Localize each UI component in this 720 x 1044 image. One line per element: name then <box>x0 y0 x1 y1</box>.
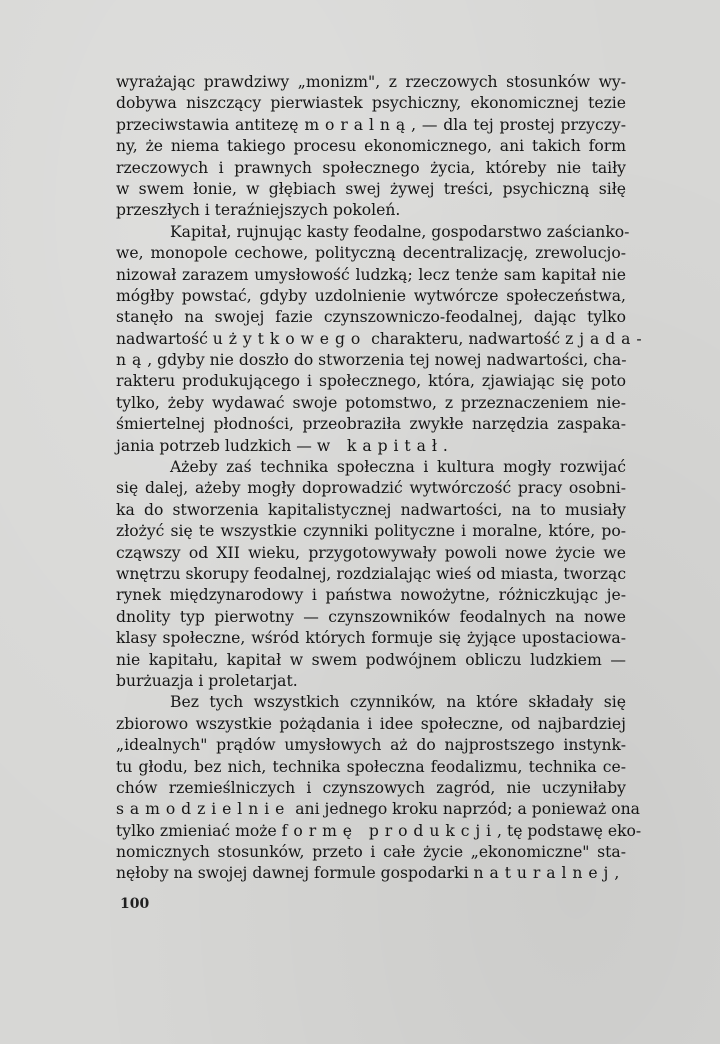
spaced-emphasis: moralną <box>304 115 412 134</box>
text-line <box>116 735 626 756</box>
text-line <box>116 265 626 286</box>
page-number: 100 <box>120 896 150 912</box>
text-run: Ażeby zaś technika społeczna i kultura mogły rozwijać <box>170 458 626 477</box>
text-line <box>116 414 626 435</box>
text-run: przeszłych i teraźniejszych pokoleń. <box>116 201 401 220</box>
text-line <box>116 286 626 307</box>
text-line <box>116 307 626 328</box>
text-line <box>116 714 626 735</box>
text-run: wnętrzu skorupy feodalnej, rozdzialając wieś od miasta, tworząc <box>116 564 627 583</box>
text-line <box>116 457 626 478</box>
text-run: cząwszy od XII wieku, przygotowywały powoli nowe życie we <box>116 543 626 562</box>
text-run: , gdyby nie doszło do stworzenia tej nowej nadwartości, cha- <box>147 351 627 370</box>
text-run: chów rzemieślniczych i czynszowych zagród, nie uczyniłaby <box>116 778 626 797</box>
text-line <box>116 179 626 200</box>
text-run: nęłoby na swojej dawnej formule gospodarki <box>116 864 474 883</box>
text-line <box>116 158 626 179</box>
text-line <box>116 564 626 585</box>
text-run: tylko zmieniać może <box>116 821 282 840</box>
text-line <box>116 692 626 713</box>
spaced-emphasis: naturalnej <box>473 864 615 883</box>
text-line <box>116 628 626 649</box>
text-line <box>116 350 626 371</box>
text-line <box>116 757 626 778</box>
text-line <box>116 115 626 136</box>
text-run: stanęło na swojej fazie czynszowniczo-feodalnej, dając tylko <box>116 308 626 327</box>
text-run: rzeczowych i prawnych społecznego życia, któreby nie taiły <box>116 158 626 177</box>
text-run: burżuazja i proletarjat. <box>116 671 298 690</box>
text-run: ka do stworzenia kapitalistycznej nadwartości, na to musiały <box>116 500 626 519</box>
text-line <box>116 521 626 542</box>
text-run: w swem łonie, w głębiach swej żywej treści, psychiczną siłę <box>116 179 626 198</box>
text-run: śmiertelnej płodności, przeobraziła zwykłe narzędzia zaspaka- <box>116 415 626 434</box>
text-run: ani jednego kroku naprzód; a ponieważ ona <box>290 800 640 819</box>
text-run: Bez tych wszystkich czynników, na które składały się <box>170 693 626 712</box>
text-run: „idealnych" prądów umysłowych aż do najprostszego instynk- <box>116 736 626 755</box>
text-run: nizował zarazem umysłowość ludzką; lecz tenże sam kapitał nie <box>116 265 626 284</box>
spaced-emphasis: w kapitał <box>316 436 443 455</box>
text-run: Kapitał, rujnując kasty feodalne, gospodarstwo zaścianko- <box>170 222 630 241</box>
text-line <box>116 500 626 521</box>
text-run: , tę podstawę eko- <box>497 821 642 840</box>
text-run: dnolity typ pierwotny — czynszowników feodalnych na nowe <box>116 607 626 626</box>
spaced-emphasis: użytkowego <box>212 329 367 348</box>
text-run: rakteru produkującego i społecznego, która, zjawiając się poto <box>116 372 626 391</box>
text-run: ny, że niema takiego procesu ekonomicznego, ani takich form <box>116 137 626 156</box>
text-run: tylko, żeby wydawać swoje potomstwo, z przeznaczeniem nie- <box>116 393 626 412</box>
text-run: nomicznych stosunków, przeto i całe życie „ekonomiczne" sta- <box>116 843 626 862</box>
text-run: jania potrzeb ludzkich — <box>116 436 317 455</box>
text-run: mógłby powstać, gdyby uzdolnienie wytwórcze społeczeństwa, <box>116 286 626 305</box>
text-run: przeciwstawia antitezę <box>116 115 305 134</box>
text-run: się dalej, ażeby mogły doprowadzić wytwórczość pracy osobni- <box>116 479 626 498</box>
text-run: nadwartość <box>116 329 213 348</box>
text-line <box>116 650 626 671</box>
text-run: we, monopole cechowe, polityczną decentralizację, zrewolucjo- <box>116 244 626 263</box>
text-run: zbiorowo wszystkie pożądania i idee społeczne, od najbardziej <box>116 714 626 733</box>
text-line <box>116 329 648 350</box>
text-line <box>116 393 626 414</box>
text-line <box>116 243 626 264</box>
text-run: tu głodu, bez nich, technika społeczna feodalizmu, technika ce- <box>116 757 626 776</box>
text-run: , — dla tej prostej przyczy- <box>411 115 627 134</box>
text-line <box>116 93 626 114</box>
text-run: dobywa niszczący pierwiastek psychiczny, ekonomicznej tezie <box>116 94 626 113</box>
text-run: złożyć się te wszystkie czynniki polityczne i moralne, które, po- <box>116 522 626 541</box>
text-line <box>116 72 626 93</box>
spaced-emphasis: ną <box>116 351 148 370</box>
text-line <box>116 585 626 606</box>
text-run: charakteru, nadwartość <box>366 329 566 348</box>
text-line <box>116 136 626 157</box>
text-line <box>116 200 626 221</box>
spaced-emphasis: samodzielnie <box>116 800 291 819</box>
text-line <box>116 478 626 499</box>
spaced-emphasis: zjada- <box>565 329 648 348</box>
text-line <box>116 778 626 799</box>
text-run: wyrażając prawdziwy „monizm", z rzeczowych stosunków wy- <box>116 73 626 91</box>
text-line <box>116 671 626 692</box>
text-line <box>116 842 626 863</box>
body-text <box>116 72 648 885</box>
text-line <box>116 607 626 628</box>
spaced-emphasis: formę produkcji <box>281 821 498 840</box>
text-run: klasy społeczne, wśród których formuje się żyjące upostaciowa- <box>116 629 626 648</box>
text-line <box>116 222 630 243</box>
text-line <box>116 821 642 842</box>
text-line <box>116 863 626 884</box>
text-line <box>116 371 626 392</box>
text-run: . <box>442 436 448 455</box>
text-line <box>116 543 626 564</box>
text-run: nie kapitału, kapitał w swem podwójnem obliczu ludzkiem — <box>116 650 626 669</box>
text-line <box>116 436 626 457</box>
text-run: , <box>614 864 620 883</box>
text-run: rynek międzynarodowy i państwa nowożytne, różniczkując je- <box>116 586 626 605</box>
text-line <box>116 799 640 820</box>
